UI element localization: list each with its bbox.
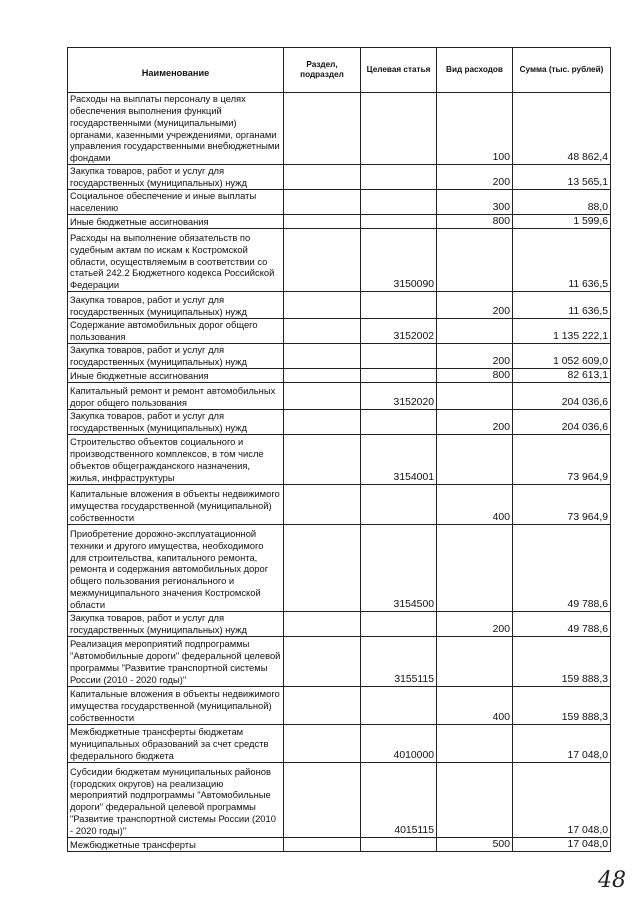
cell-kind: 400 (437, 686, 513, 724)
cell-section (284, 165, 361, 190)
table-row (68, 724, 611, 762)
cell-kind: 800 (437, 215, 513, 229)
cell-name: Капитальные вложения в объекты недвижимого имущества государственной (муниципальной) собственности (68, 484, 284, 524)
table-row (68, 611, 611, 636)
cell-target (361, 292, 437, 319)
table-row (68, 319, 611, 344)
cell-name: Субсидии бюджетам муниципальных районов (городских округов) на реализацию мероприятий подпрограммы "Автомобильные дороги" федеральной целевой программы "Развитие транспортной системы России (2010 - 2020 годы)" (68, 762, 284, 837)
table-row (68, 686, 611, 724)
cell-section (284, 611, 361, 636)
cell-kind: 400 (437, 484, 513, 524)
cell-target: 3152020 (361, 382, 437, 409)
cell-target: 4015115 (361, 762, 437, 837)
table-row (68, 409, 611, 434)
cell-target (361, 215, 437, 229)
cell-target: 3154001 (361, 434, 437, 484)
header-name: Наименование (68, 48, 284, 93)
cell-kind: 200 (437, 165, 513, 190)
cell-name: Иные бюджетные ассигнования (68, 215, 284, 229)
cell-section (284, 484, 361, 524)
cell-section (284, 343, 361, 368)
cell-section (284, 292, 361, 319)
page-number: 48 (598, 868, 626, 893)
cell-section (284, 636, 361, 686)
cell-sum: 48 862,4 (513, 93, 611, 165)
cell-sum: 49 788,6 (513, 524, 611, 611)
table-row (68, 343, 611, 368)
cell-sum: 1 135 222,1 (513, 319, 611, 344)
cell-kind: 100 (437, 93, 513, 165)
cell-section (284, 762, 361, 837)
cell-name: Реализация мероприятий подпрограммы "Автомобильные дороги" федеральной целевой программы "Развитие транспортной системы России (2010 - 2020 годы)" (68, 636, 284, 686)
cell-sum: 159 888,3 (513, 636, 611, 686)
cell-sum: 17 048,0 (513, 837, 611, 851)
cell-sum: 159 888,3 (513, 686, 611, 724)
header-kind: Вид расходов (437, 48, 513, 93)
cell-name: Расходы на выплаты персоналу в целях обеспечения выполнения функций государственными (муниципальными) органами, казенными учреждениями, органами управления государственными внебюджетными фондами (68, 93, 284, 165)
cell-name: Социальное обеспечение и иные выплаты населению (68, 190, 284, 215)
cell-name: Закупка товаров, работ и услуг для государственных (муниципальных) нужд (68, 611, 284, 636)
cell-name: Расходы на выполнение обязательств по судебным актам по искам к Костромской области, осуществляемым в соответствии со статьей 242.2 Бюджетного кодекса Российской Федерации (68, 229, 284, 292)
cell-sum: 204 036,6 (513, 382, 611, 409)
cell-kind: 200 (437, 292, 513, 319)
cell-target (361, 611, 437, 636)
cell-target: 4010000 (361, 724, 437, 762)
cell-sum: 11 636,5 (513, 229, 611, 292)
cell-section (284, 382, 361, 409)
cell-section (284, 368, 361, 382)
cell-target (361, 837, 437, 851)
budget-table (67, 47, 611, 852)
cell-section (284, 229, 361, 292)
cell-kind (437, 434, 513, 484)
cell-name: Строительство объектов социального и производственного комплексов, в том числе объектов общегражданского назначения, жилья, инфраструктуры (68, 434, 284, 484)
header-row (68, 48, 611, 93)
table-row (68, 165, 611, 190)
cell-sum: 82 613,1 (513, 368, 611, 382)
cell-sum: 204 036,6 (513, 409, 611, 434)
cell-kind (437, 524, 513, 611)
cell-kind (437, 724, 513, 762)
cell-section (284, 215, 361, 229)
cell-section (284, 724, 361, 762)
table-row (68, 762, 611, 837)
cell-section (284, 319, 361, 344)
cell-target (361, 343, 437, 368)
table-row (68, 190, 611, 215)
budget-sheet (67, 47, 610, 852)
cell-target (361, 409, 437, 434)
cell-section (284, 434, 361, 484)
cell-kind: 200 (437, 611, 513, 636)
cell-kind: 500 (437, 837, 513, 851)
cell-target (361, 190, 437, 215)
cell-target (361, 686, 437, 724)
cell-name: Закупка товаров, работ и услуг для государственных (муниципальных) нужд (68, 409, 284, 434)
cell-section (284, 190, 361, 215)
table-header (68, 48, 611, 93)
cell-sum: 17 048,0 (513, 762, 611, 837)
cell-section (284, 837, 361, 851)
cell-section (284, 524, 361, 611)
cell-sum: 73 964,9 (513, 434, 611, 484)
cell-target: 3154500 (361, 524, 437, 611)
table-row (68, 292, 611, 319)
table-row (68, 368, 611, 382)
cell-target (361, 93, 437, 165)
cell-kind (437, 762, 513, 837)
cell-kind (437, 319, 513, 344)
cell-name: Закупка товаров, работ и услуг для государственных (муниципальных) нужд (68, 165, 284, 190)
cell-sum: 11 636,5 (513, 292, 611, 319)
cell-name: Иные бюджетные ассигнования (68, 368, 284, 382)
cell-target: 3150090 (361, 229, 437, 292)
cell-target: 3155115 (361, 636, 437, 686)
table-row (68, 229, 611, 292)
cell-name: Приобретение дорожно-эксплуатационной техники и другого имущества, необходимого для строительства, капитального ремонта, ремонта и содержания автомобильных дорог общего пользования регионального и межмуниципального значения Костромской области (68, 524, 284, 611)
table-row (68, 215, 611, 229)
cell-sum: 49 788,6 (513, 611, 611, 636)
cell-sum: 17 048,0 (513, 724, 611, 762)
table-row (68, 837, 611, 851)
cell-kind (437, 382, 513, 409)
cell-kind: 200 (437, 409, 513, 434)
cell-sum: 88,0 (513, 190, 611, 215)
cell-name: Капитальные вложения в объекты недвижимого имущества государственной (муниципальной) собственности (68, 686, 284, 724)
cell-target (361, 165, 437, 190)
table-body (68, 93, 611, 852)
table-row (68, 434, 611, 484)
table-row (68, 382, 611, 409)
cell-kind: 800 (437, 368, 513, 382)
cell-target: 3152002 (361, 319, 437, 344)
cell-sum: 1 052 609,0 (513, 343, 611, 368)
cell-sum: 1 599,6 (513, 215, 611, 229)
cell-name: Закупка товаров, работ и услуг для государственных (муниципальных) нужд (68, 292, 284, 319)
cell-kind: 300 (437, 190, 513, 215)
cell-name: Капитальный ремонт и ремонт автомобильных дорог общего пользования (68, 382, 284, 409)
cell-name: Межбюджетные трансферты бюджетам муниципальных образований за счет средств федерального бюджета (68, 724, 284, 762)
cell-sum: 13 565,1 (513, 165, 611, 190)
table-row (68, 636, 611, 686)
cell-section (284, 409, 361, 434)
header-target: Целевая статья (361, 48, 437, 93)
cell-section (284, 686, 361, 724)
cell-sum: 73 964,9 (513, 484, 611, 524)
cell-name: Содержание автомобильных дорог общего пользования (68, 319, 284, 344)
header-sum: Сумма (тыс. рублей) (513, 48, 611, 93)
table-row (68, 484, 611, 524)
cell-target (361, 484, 437, 524)
cell-kind: 200 (437, 343, 513, 368)
cell-kind (437, 636, 513, 686)
cell-name: Закупка товаров, работ и услуг для государственных (муниципальных) нужд (68, 343, 284, 368)
header-section: Раздел, подраздел (284, 48, 361, 93)
cell-name: Межбюджетные трансферты (68, 837, 284, 851)
table-row (68, 524, 611, 611)
cell-target (361, 368, 437, 382)
cell-section (284, 93, 361, 165)
table-row (68, 93, 611, 165)
cell-kind (437, 229, 513, 292)
